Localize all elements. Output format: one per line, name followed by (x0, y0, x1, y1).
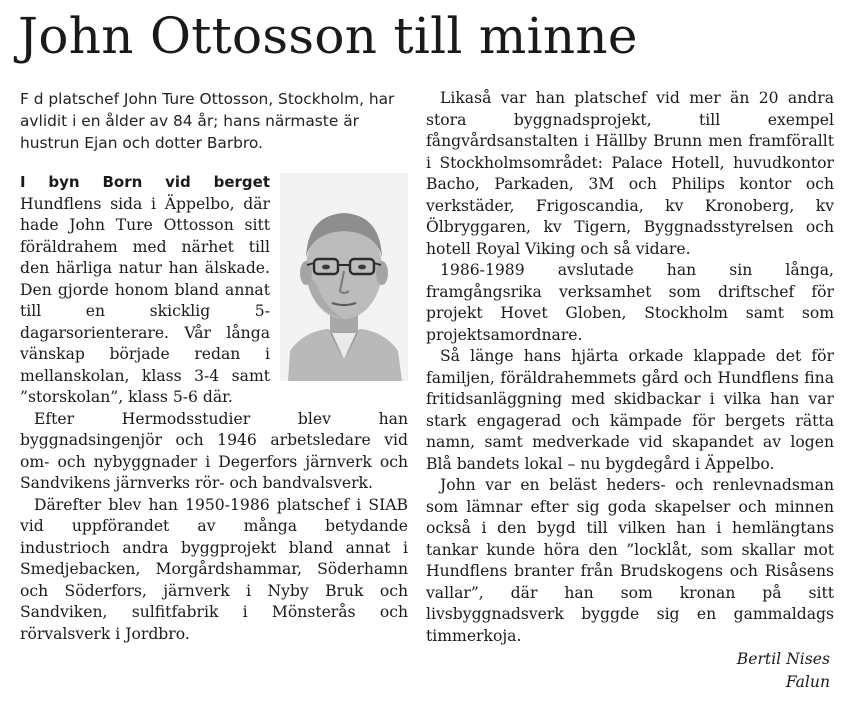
signature-name: Bertil Nises (736, 650, 830, 668)
paragraph-1-text: Hundflens sida i Äppelbo, där hade John Ture Ottosson sitt föräldrahem med närhet till den härliga natur han älskade. Den gjorde honom bland annat till en skicklig 5-dagarsorienterare. Vår långa vänskap började redan i mellanskolan, klass 3-4 samt ”storskolan”, klass 5-6 där. (20, 194, 270, 406)
paragraph-3: Därefter blev han 1950-1986 platschef i SIAB vid uppförandet av många betydande industrioch andra byggprojekt bland annat i Smedjebacken, Morgårdshammar, Söderhamn och Söderfors, järnverk i Nyby Bruk och Sandviken, sulfitfabrik i Mönsterås och rörvalsverk i Jordbro. (20, 495, 408, 643)
paragraph-6: Så länge hans hjärta orkade klappade det för familjen, föräldrahemmets gård och Hundflens fina fritidsanläggning med skidbackar i vilka han var stark engagerad och kämpade för bergets rätta namn, samt medverkade vid skapandet av logen Blå bandets lokal – nu bygdegård i Äppelbo. (426, 347, 834, 473)
paragraph-5: 1986-1989 avslutade han sin långa, framgångsrika verksamhet som driftschef för projekt Hovet Globen, Stockholm samt som projektsamordnare. (426, 261, 834, 344)
portrait-image (280, 173, 408, 381)
paragraph-7: John var en beläst heders- och renlevnadsman som lämnar efter sig goda skapelser och minnen också i den bygd till vilken han i hemlängtans tankar kunde höra den ”locklåt, som skallar mot Hundflens branter från Brudskogens och Risåsens vallar”, där han som kronan på sitt livsbyggnadsverk byggde sig en gammaldags timmerkoja. (426, 476, 834, 645)
paragraph-2: Efter Hermodsstudier blev han byggnadsingenjör och 1946 arbetsledare vid om- och nybyggnader i Degerfors järnverk och Sandvikens järnverks rör- och bandvalsverk. (20, 409, 408, 492)
signature-place: Falun (785, 673, 830, 691)
ingress: F d platschef John Ture Ottosson, Stockholm, har avlidit i en ålder av 84 år; hans närmaste är hustrun Ejan och dotter Barbro. (20, 90, 395, 152)
headline: John Ottosson till minne (18, 7, 638, 65)
paragraph-4: Likaså var han platschef vid mer än 20 andra stora byggnadsprojekt, till exempel fångvårdsanstalten i Hällby Brunn men framförallt i Stockholmsområdet: Palace Hotell, huvudkontor Bacho, Parkaden, 3M och Philips kontor och verkstäder, Frigoscandia, kv Kronoberg, kv Ölbryggaren, kv Tigern, Byggnadsstyrelsen och hotell Royal Viking och så vidare. (426, 89, 834, 258)
paragraph-lead: I byn Born vid berget (20, 173, 270, 191)
right-column (426, 88, 834, 693)
portrait-photo (280, 173, 408, 381)
left-column (20, 88, 408, 645)
